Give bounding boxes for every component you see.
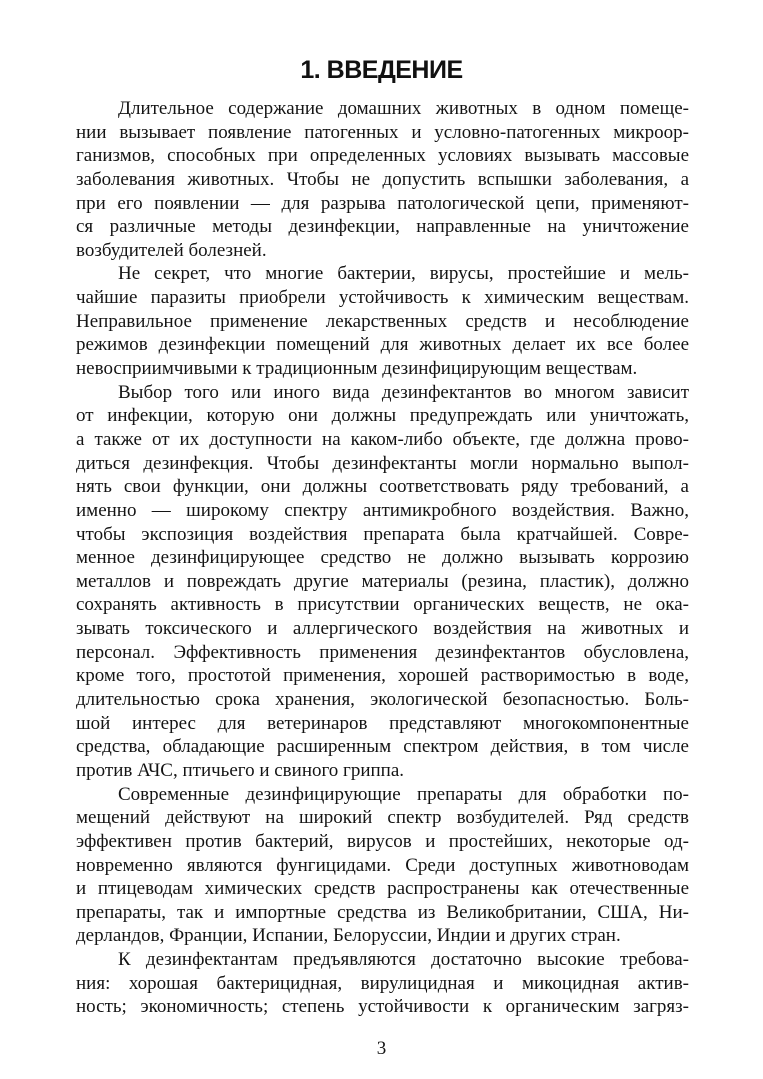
text-line: ся различные методы дезинфекции, направленные на уничтожение: [76, 216, 689, 238]
text-line: от инфекции, которую они должны предупреждать или уничтожать,: [76, 405, 689, 427]
chapter-heading: 1. ВВЕДЕНИЕ: [300, 56, 463, 84]
text-line: ность; экономичность; степень устойчивости к органическим загряз-: [76, 996, 689, 1018]
text-line: против АЧС, птичьего и свиного гриппа.: [76, 759, 405, 781]
text-line: а также от их доступности на каком-либо объекте, где должна прово-: [76, 428, 689, 450]
text-line: металлов и повреждать другие материалы (резина, пластик), должно: [76, 570, 689, 592]
text-line: чтобы экспозиция воздействия препарата была кратчайшей. Совре-: [76, 523, 689, 545]
paragraph: [76, 381, 689, 783]
body-text: [76, 97, 689, 1019]
paragraph: [76, 262, 689, 380]
text-line: сохранять активность в присутствии органических веществ, не ока-: [76, 594, 689, 616]
text-line: новременно являются фунгицидами. Среди доступных животноводам: [76, 854, 689, 876]
text-line: Современные дезинфицирующие препараты для обработки по-: [118, 783, 689, 805]
text-line: режимов дезинфекции помещений для животных делает их все более: [76, 334, 689, 356]
text-line: кроме того, простотой применения, хорошей растворимостью в воде,: [76, 665, 689, 687]
text-line: невосприимчивыми к традиционным дезинфицирующим веществам.: [76, 358, 638, 380]
text-line: Не секрет, что многие бактерии, вирусы, простейшие и мель-: [118, 263, 689, 285]
text-line: нять свои функции, они должны соответствовать ряду требований, а: [76, 476, 689, 498]
text-line: ния: хорошая бактерицидная, вирулицидная и микоцидная актив-: [76, 972, 689, 994]
page-number: 3: [376, 1038, 387, 1059]
text-line: дерландов, Франции, Испании, Белоруссии, Индии и других стран.: [76, 925, 621, 947]
text-line: мещений действуют на широкий спектр возбудителей. Ряд средств: [76, 807, 689, 829]
text-line: и птицеводам химических средств распространены как отечественные: [76, 878, 689, 900]
text-line: Длительное содержание домашних животных в одном помеще-: [118, 98, 689, 119]
text-line: заболевания животных. Чтобы не допустить вспышки заболевания, а: [76, 168, 689, 190]
text-line: именно — широкому спектру антимикробного воздействия. Важно,: [76, 499, 689, 521]
text-line: средства, обладающие расширенным спектром действия, в том числе: [76, 736, 689, 758]
text-line: чайшие паразиты приобрели устойчивость к химическим веществам.: [76, 287, 689, 309]
text-line: ганизмов, способных при определенных условиях вызывать массовые: [76, 145, 689, 167]
text-line: зывать токсического и аллергического воздействия на животных и: [76, 618, 689, 640]
text-line: менное дезинфицирующее средство не должно вызывать коррозию: [76, 547, 689, 569]
text-line: при его появлении — для разрыва патологической цепи, применяют-: [76, 192, 689, 214]
text-line: персонал. Эффективность применения дезинфектантов обусловлена,: [76, 641, 689, 663]
text-line: шой интерес для ветеринаров представляют многокомпонентные: [76, 712, 689, 734]
paragraph: [76, 97, 689, 262]
paragraph: [76, 948, 689, 1019]
text-line: диться дезинфекция. Чтобы дезинфектанты могли нормально выпол-: [76, 452, 689, 474]
text-line: Выбор того или иного вида дезинфектантов во многом зависит: [118, 381, 689, 403]
text-line: К дезинфектантам предъявляются достаточно высокие требова-: [118, 949, 689, 971]
text-line: нии вызывает появление патогенных и условно-патогенных микроор-: [76, 121, 689, 143]
paragraph: [76, 783, 689, 948]
text-line: эффективен против бактерий, вирусов и простейших, некоторые од-: [76, 830, 689, 852]
text-line: длительностью срока хранения, экологической безопасностью. Боль-: [76, 689, 689, 711]
text-line: препараты, так и импортные средства из Великобритании, США, Ни-: [76, 901, 689, 923]
text-line: Неправильное применение лекарственных средств и несоблюдение: [76, 310, 689, 332]
text-line: возбудителей болезней.: [76, 239, 267, 261]
